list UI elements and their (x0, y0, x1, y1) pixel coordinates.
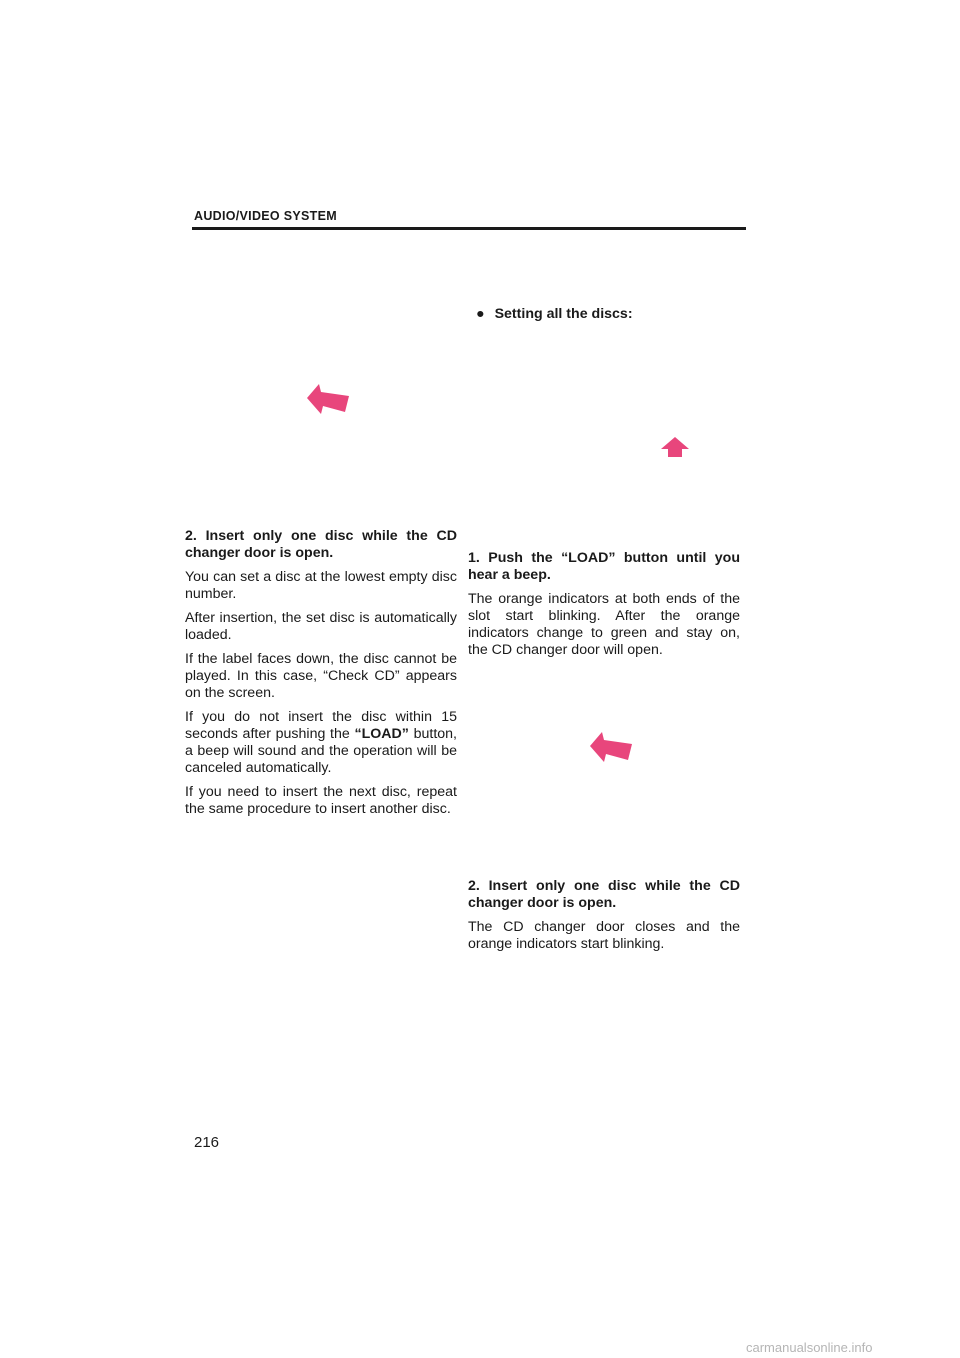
page-number: 216 (194, 1134, 220, 1151)
paragraph-text: button, a beep will sound and the operation will be canceled automatically. (185, 726, 457, 776)
paragraph-text: If you do not insert the disc within 15 seconds after pushing the (185, 709, 457, 742)
step2-heading: 2. Insert only one disc while the CD changer door is open. (185, 528, 457, 561)
load-button-label: “LOAD” (354, 726, 409, 742)
header-rule (192, 227, 746, 230)
paragraph: If you need to insert the next disc, repeat the same procedure to insert another disc. (185, 784, 457, 817)
paragraph: If the label faces down, the disc cannot be played. In this case, “Check CD” appears on the screen. (185, 651, 457, 701)
watermark: carmanualsonline.info (746, 1340, 873, 1355)
illustration-load-button (468, 330, 740, 540)
paragraph: You can set a disc at the lowest empty disc number. (185, 569, 457, 602)
bullet-icon: ● (476, 306, 485, 322)
bullet-heading-text: Setting all the discs: (494, 306, 633, 322)
pink-arrow-icon (305, 382, 353, 418)
left-column (185, 528, 457, 825)
illustration-insert-disc (185, 250, 457, 510)
right-column-step1 (468, 550, 740, 666)
bullet-heading (476, 306, 633, 322)
illustration-insert-disc-2 (468, 660, 740, 870)
paragraph: The CD changer door closes and the orange indicators start blinking. (468, 919, 740, 952)
right-column-step2 (468, 878, 740, 960)
section-title: AUDIO/VIDEO SYSTEM (194, 209, 337, 223)
paragraph (185, 709, 457, 777)
pink-arrow-icon (660, 436, 690, 458)
step1-heading: 1. Push the “LOAD” button until you hear a beep. (468, 550, 740, 583)
pink-arrow-icon (588, 730, 636, 766)
paragraph: The orange indicators at both ends of the slot start blinking. After the orange indicators change to green and stay on, the CD changer door will open. (468, 591, 740, 658)
step2-heading: 2. Insert only one disc while the CD changer door is open. (468, 878, 740, 911)
paragraph: After insertion, the set disc is automatically loaded. (185, 610, 457, 643)
